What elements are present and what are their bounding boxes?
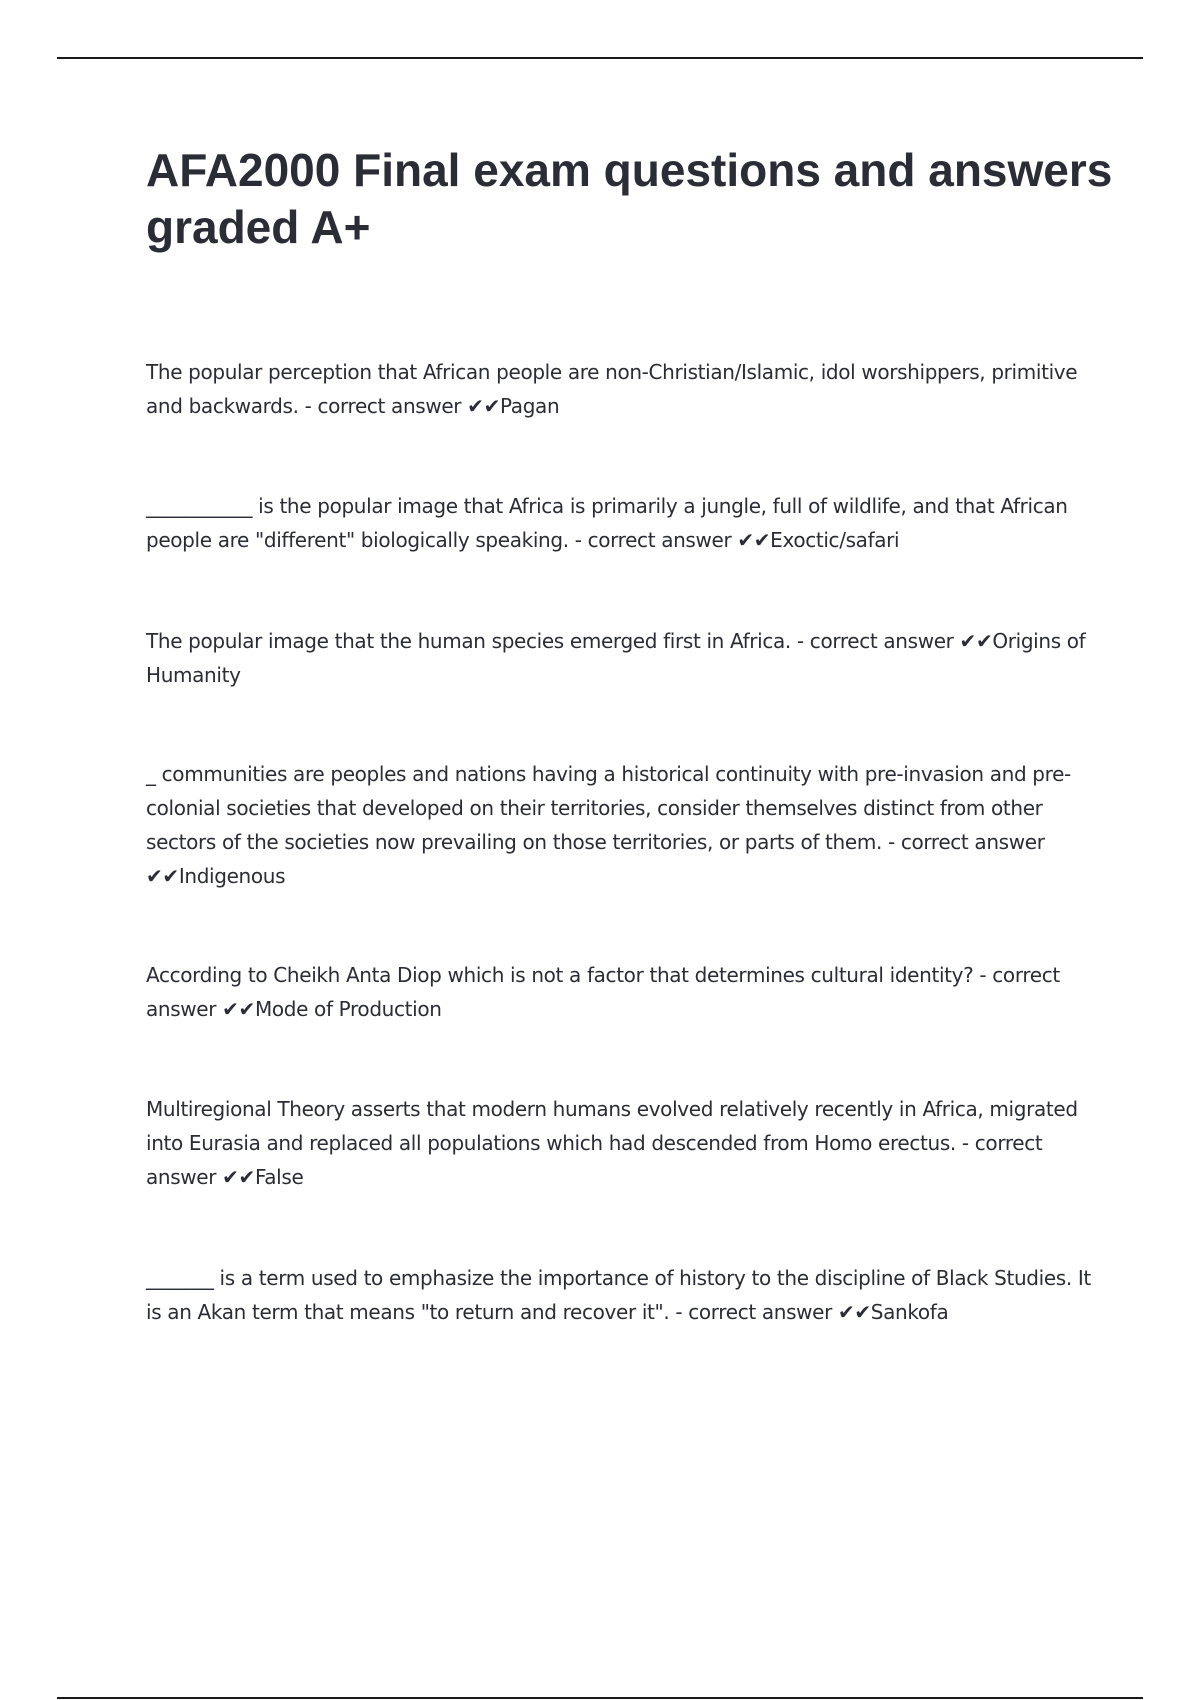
document-title: AFA2000 Final exam questions and answers graded A+ (146, 144, 1113, 253)
qa-item-multiregional-theory: Multiregional Theory asserts that modern humans evolved relatively recently in Africa, migrated into Eurasia and replaced all populations which had descended from Homo erectus. - correct answer ✔✔False (146, 1097, 1078, 1189)
bottom-divider (57, 1697, 1143, 1699)
qa-item-indigenous: _ communities are peoples and nations having a historical continuity with pre-invasion and pre-colonial societies that developed on their territories, consider themselves distinct from other sectors of the societies now prevailing on those territories, or parts of them. - correct answer ✔✔Indigenous (146, 762, 1071, 888)
qa-item-mode-of-production: According to Cheikh Anta Diop which is not a factor that determines cultural identity? - correct answer ✔✔Mode of Production (146, 963, 1060, 1021)
qa-item-exotic-safari: ___________ is the popular image that Africa is primarily a jungle, full of wildlife, and that African people are "different" biologically speaking. - correct answer ✔✔Exoctic/safari (146, 494, 1068, 552)
qa-item-sankofa: _______ is a term used to emphasize the importance of history to the discipline of Black Studies. It is an Akan term that means "to return and recover it". - correct answer ✔✔Sankofa (146, 1266, 1091, 1324)
top-divider (57, 57, 1143, 59)
qa-item-pagan: The popular perception that African people are non-Christian/Islamic, idol worshippers, primitive and backwards. - correct answer ✔✔Pagan (146, 360, 1078, 418)
qa-item-origins-of-humanity: The popular image that the human species emerged first in Africa. - correct answer ✔✔Origins of Humanity (146, 629, 1086, 687)
